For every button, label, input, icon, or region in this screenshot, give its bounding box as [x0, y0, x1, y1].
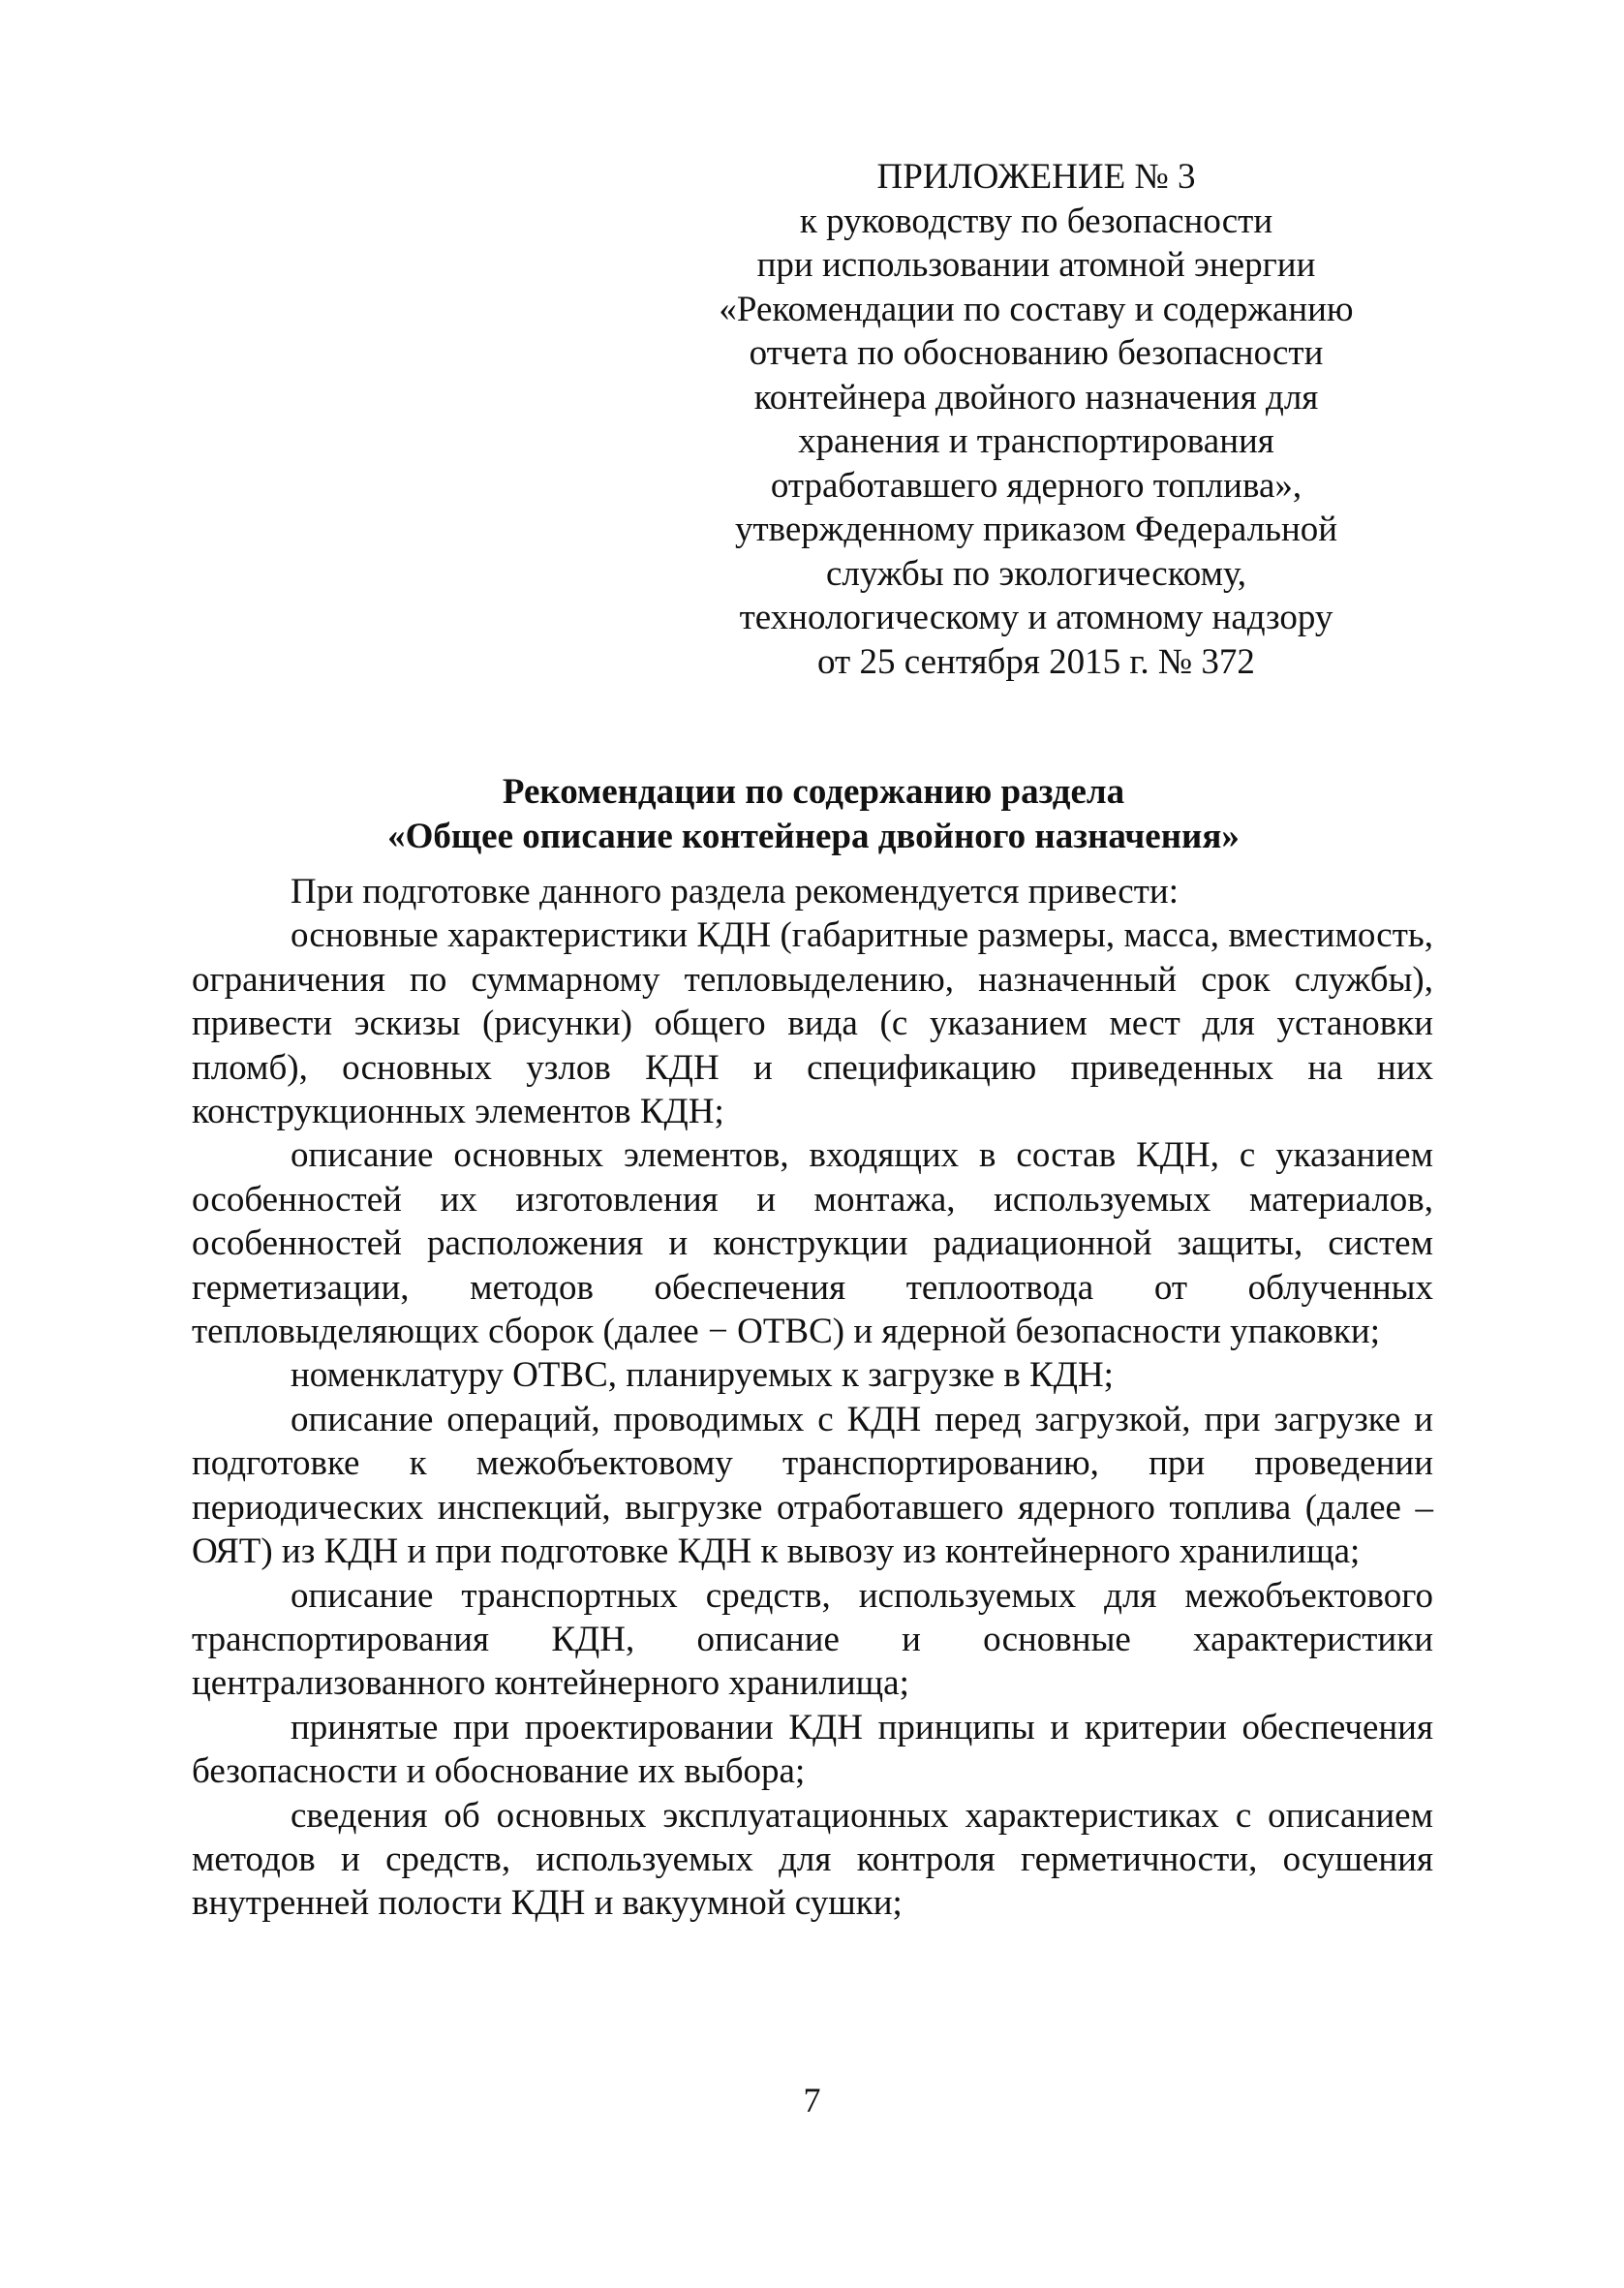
paragraph-elements: описание основных элементов, входящих в состав КДН, с указанием особенностей их изготовления и монтажа, используемых материалов, особенностей расположения и конструкции радиационной защиты, систем герметизации, методов обеспечения теплоотвода от облученных тепловыделяющих сборок (далее − ОТВС) и ядерной безопасности упаковки; [192, 1135, 1433, 1352]
appendix-line: отработавшего ядерного топлива», [770, 465, 1302, 506]
appendix-line: при использовании атомной энергии [756, 245, 1316, 285]
paragraph-intro: При подготовке данного раздела рекомендуется привести: [291, 872, 1179, 912]
paragraph-operations: описание операций, проводимых с КДН перед загрузкой, при загрузке и подготовке к межобъектовому транспортированию, при проведении периодических инспекций, выгрузке отработавшего ядерного топлива (далее – ОЯТ) из КДН и при подготовке КДН к вывозу из контейнерного хранилища; [192, 1399, 1433, 1572]
appendix-line: ПРИЛОЖЕНИЕ № 3 [876, 157, 1196, 197]
appendix-line: службы по экологическому, [825, 553, 1247, 594]
section-title-line-1: Рекомендации по содержанию раздела [502, 772, 1125, 812]
paragraph-characteristics: основные характеристики КДН (габаритные размеры, масса, вместимость, ограничения по суммарному тепловыделению, назначенный срок службы), привести эскизы (рисунки) общего вида (с указанием мест для установки пломб), основных узлов КДН и спецификацию приведенных на них конструкционных элементов КДН; [192, 915, 1433, 1132]
section-title [194, 770, 1433, 859]
page-number: 7 [803, 2081, 821, 2119]
appendix-line: хранения и транспортирования [798, 421, 1274, 461]
appendix-line: утвержденному приказом Федеральной [734, 510, 1338, 549]
appendix-line: отчета по обоснованию безопасности [749, 333, 1324, 373]
appendix-line: к руководству по безопасности [799, 201, 1273, 241]
appendix-line: технологическому и атомному надзору [739, 598, 1333, 637]
paragraph-transport: описание транспортных средств, используемых для межобъектового транспортирования КДН, описание и основные характеристики централизованного контейнерного хранилища; [192, 1575, 1433, 1704]
body-text [192, 870, 1433, 1926]
section-title-line-2: «Общее описание контейнера двойного назначения» [387, 817, 1240, 856]
appendix-line: «Рекомендации по составу и содержанию [719, 289, 1354, 329]
paragraph-operational-data: сведения об основных эксплуатационных характеристиках с описанием методов и средств, используемых для контроля герметичности, осушения внутренней полости КДН и вакуумной сушки; [192, 1795, 1433, 1924]
appendix-line: от 25 сентября 2015 г. № 372 [817, 641, 1255, 682]
appendix-header [668, 155, 1404, 684]
appendix-line: контейнера двойного назначения для [753, 377, 1319, 417]
paragraph-principles: принятые при проектировании КДН принципы и критерии обеспечения безопасности и обоснование их выбора; [192, 1707, 1433, 1792]
paragraph-nomenclature: номенклатуру ОТВС, планируемых к загрузке в КДН; [291, 1355, 1114, 1396]
